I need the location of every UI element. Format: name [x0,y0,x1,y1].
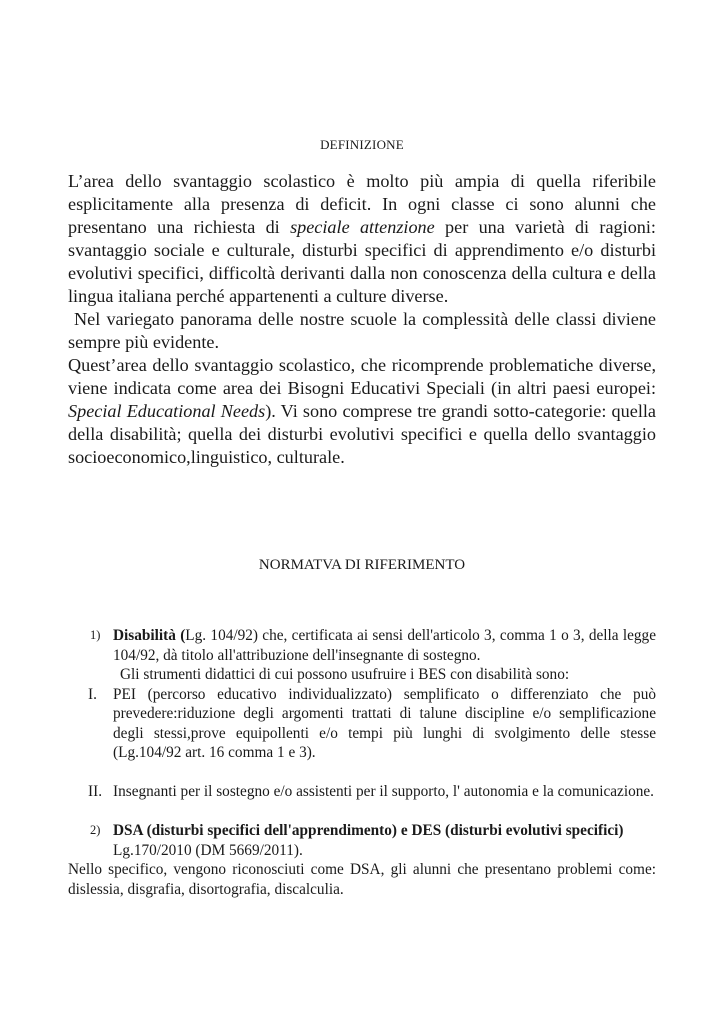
emphasis-speciale-attenzione: speciale attenzione [290,217,435,237]
law-reference: Lg.170/2010 (DM 5669/2011). [113,841,303,859]
normativa-list [68,626,656,899]
roman-marker: II. [88,783,103,800]
page-title: DEFINIZIONE [320,137,404,152]
list-item-pei: I. PEI (percorso educativo individualizzato) semplificato o differenziato che può prevedere:riduzione degli argomenti trattati di talune discipline e/o semplificazione degli stessi,prove equipollenti e/o tempi più lunghi di svolgimento delle stesse (Lg.104/92 art. 16 comma 1 e 3). [88,685,656,761]
intro-paragraph-1: L’area dello svantaggio scolastico è molto più ampia di quella riferibile esplicitamente alla presenza di deficit. In ogni classe ci sono alunni che presentano una richiesta di speciale attenzione per una varietà di ragioni: svantaggio sociale e culturale, disturbi specifici di apprendimento e/o disturbi evolutivi specifici, difficoltà derivanti dalla non conoscenza della cultura e della lingua italiana perché appartenenti a culture diverse. [68,171,656,306]
closing-paragraph: Nello specifico, vengono riconosciuti come DSA, gli alunni che presentano problemi come: dislessia, disgrafia, disortografia, discalculia. [68,861,656,898]
list-marker: 1) [90,628,101,642]
item-title: Disabilità ( [113,627,186,644]
list-marker: 2) [90,823,101,837]
list-item-insegnanti: II. Insegnanti per il sostegno e/o assistenti per il supporto, l' autonomia e la comunicazione. [88,783,654,800]
intro-paragraph-2: Nel variegato panorama delle nostre scuole la complessità delle classi diviene sempre più evidente. [68,309,656,352]
emphasis-special-educational-needs: Special Educational Needs [68,401,266,421]
item-title: DSA (disturbi specifici dell'apprendimento) e DES (disturbi evolutivi specifici) [113,822,624,839]
roman-marker: I. [88,685,97,703]
section-title-normativa: NORMATVA DI RIFERIMENTO [258,557,466,573]
intro-section [68,170,656,469]
list-item-disabilita: 1) Disabilità (Lg. 104/92) che, certificata ai sensi dell'articolo 3, comma 1 o 3, della legge 104/92, dà titolo all'attribuzione dell'insegnante di sostegno. [90,627,656,664]
intro-paragraph-3: Quest’area dello svantaggio scolastico, che ricomprende problematiche diverse, viene indicata come area dei Bisogni Educativi Speciali (in altri paesi europei: Special Educational Needs). Vi sono comprese tre grandi sotto-categorie: quella della disabilità; quella dei disturbi evolutivi specifici e quella dello svantaggio socioeconomico,linguistico, culturale. [68,355,656,467]
tools-intro-line: Gli strumenti didattici di cui possono usufruire i BES con disabilità sono: [120,666,570,683]
list-item-dsa [68,821,656,841]
